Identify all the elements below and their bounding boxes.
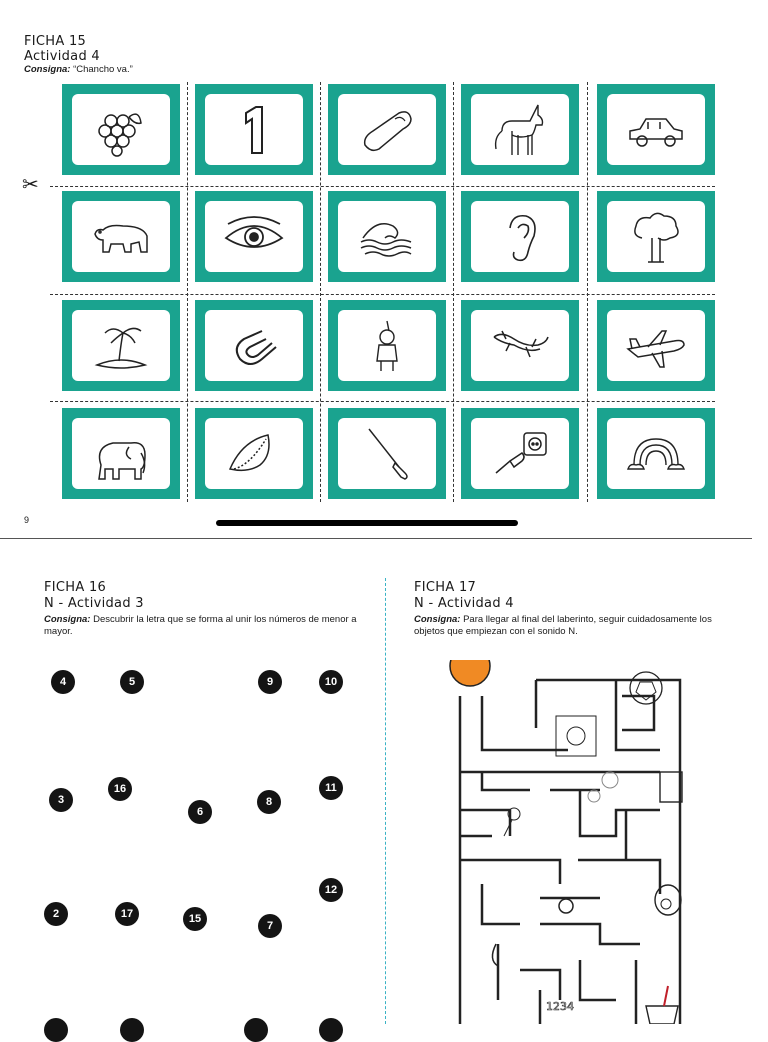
ficha-15-subtitle: Actividad 4 xyxy=(24,49,100,64)
number-dot-partial[interactable] xyxy=(244,1018,268,1042)
number-one-icon xyxy=(222,101,286,159)
number-dot[interactable]: 12 xyxy=(319,878,343,902)
magnet-icon xyxy=(222,317,286,375)
consigna-text: “Chancho va.” xyxy=(70,64,133,75)
ficha-17-consigna xyxy=(414,614,734,638)
snowflake-icon xyxy=(588,772,618,802)
card-tree[interactable] xyxy=(597,191,715,282)
card-island[interactable] xyxy=(62,300,180,391)
ficha-16-subtitle: N - Actividad 3 xyxy=(44,596,144,611)
number-dot[interactable]: 4 xyxy=(51,670,75,694)
number-dot[interactable]: 15 xyxy=(183,907,207,931)
ficha-16-consigna xyxy=(44,614,374,638)
page-separator xyxy=(0,538,752,539)
number-dot[interactable]: 8 xyxy=(257,790,281,814)
number-dot-partial[interactable] xyxy=(120,1018,144,1042)
rainbow-icon xyxy=(624,425,688,483)
cut-line xyxy=(587,82,588,502)
ficha-15-title: FICHA 15 xyxy=(24,34,87,49)
card-lizard[interactable] xyxy=(461,300,579,391)
airplane-icon xyxy=(624,317,688,375)
cup-icon xyxy=(646,986,678,1024)
numbers-icon xyxy=(546,1000,574,1013)
needle-icon xyxy=(355,425,419,483)
number-dot[interactable]: 5 xyxy=(120,670,144,694)
card-wave[interactable] xyxy=(328,191,446,282)
cut-line xyxy=(453,82,454,502)
card-eye[interactable] xyxy=(195,191,313,282)
page-number: 9 xyxy=(24,515,30,525)
svg-text:1234: 1234 xyxy=(546,1000,574,1013)
card-elephant[interactable] xyxy=(62,408,180,499)
cut-line xyxy=(50,294,715,295)
cut-line xyxy=(50,401,715,402)
maze-walls xyxy=(460,680,680,1024)
card-number-one[interactable] xyxy=(195,84,313,175)
wave-icon xyxy=(355,208,419,266)
card-grapes[interactable] xyxy=(62,84,180,175)
native-child-icon xyxy=(355,317,419,375)
empanada-icon xyxy=(222,425,286,483)
number-dot[interactable]: 16 xyxy=(108,777,132,801)
number-dot[interactable]: 11 xyxy=(319,776,343,800)
flower-icon xyxy=(504,808,520,836)
card-needle[interactable] xyxy=(328,408,446,499)
number-dot-partial[interactable] xyxy=(319,1018,343,1042)
card-finger[interactable] xyxy=(328,84,446,175)
knot-icon xyxy=(559,899,573,913)
island-icon xyxy=(89,317,153,375)
card-airplane[interactable] xyxy=(597,300,715,391)
number-dot[interactable]: 6 xyxy=(188,800,212,824)
number-dot-partial[interactable] xyxy=(44,1018,68,1042)
home-indicator[interactable] xyxy=(216,520,518,526)
number-dot[interactable]: 17 xyxy=(115,902,139,926)
ficha-17-subtitle: N - Actividad 4 xyxy=(414,596,514,611)
consigna-label: Consigna: xyxy=(24,64,71,75)
consigna-text: Descubrir la letra que se forma al unir los números de menor a mayor. xyxy=(44,614,357,637)
egg-icon xyxy=(655,885,681,915)
ball-icon xyxy=(630,672,662,704)
ficha-16-title: FICHA 16 xyxy=(44,580,107,595)
eye-icon xyxy=(222,208,286,266)
number-dot[interactable]: 9 xyxy=(258,670,282,694)
number-dot[interactable]: 7 xyxy=(258,914,282,938)
cut-line xyxy=(187,82,188,502)
cut-line xyxy=(50,186,715,187)
finger-icon xyxy=(355,101,419,159)
card-bear[interactable] xyxy=(62,191,180,282)
card-rainbow[interactable] xyxy=(597,408,715,499)
consigna-text: Para llegar al final del laberinto, seguir cuidadosamente los objetos que empiezan con el sonido N. xyxy=(414,614,712,637)
bear-icon xyxy=(89,208,153,266)
ficha-17-title: FICHA 17 xyxy=(414,580,477,595)
card-car[interactable] xyxy=(597,84,715,175)
maze[interactable] xyxy=(440,660,700,1024)
cut-line xyxy=(320,82,321,502)
card-native-child[interactable] xyxy=(328,300,446,391)
scissors-icon: ✂ xyxy=(22,174,39,196)
card-unicorn[interactable] xyxy=(461,84,579,175)
lizard-icon xyxy=(488,317,552,375)
card-magnet[interactable] xyxy=(195,300,313,391)
column-divider xyxy=(385,578,386,1024)
orange-icon xyxy=(450,660,490,686)
card-ear[interactable] xyxy=(461,191,579,282)
unicorn-icon xyxy=(488,101,552,159)
card-plug[interactable] xyxy=(461,408,579,499)
ficha-15-consigna xyxy=(24,64,133,76)
car-icon xyxy=(624,101,688,159)
tree-icon xyxy=(624,208,688,266)
ear-icon xyxy=(488,208,552,266)
book-icon xyxy=(660,772,682,802)
grapes-icon xyxy=(89,101,153,159)
consigna-label: Consigna: xyxy=(414,614,461,625)
elephant-icon xyxy=(89,425,153,483)
number-dot[interactable]: 10 xyxy=(319,670,343,694)
plug-icon xyxy=(488,425,552,483)
card-empanada[interactable] xyxy=(195,408,313,499)
number-dot[interactable]: 3 xyxy=(49,788,73,812)
consigna-label: Consigna: xyxy=(44,614,91,625)
number-dot[interactable]: 2 xyxy=(44,902,68,926)
